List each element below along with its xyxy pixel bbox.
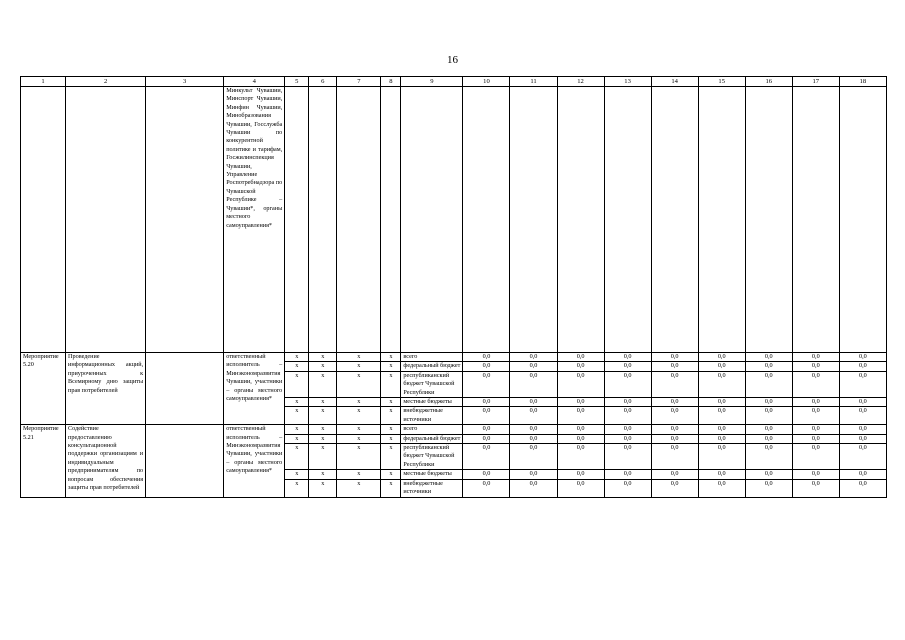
value-cell: 0,0 <box>510 362 557 371</box>
column-number: 14 <box>651 77 698 87</box>
value-cell: 0,0 <box>604 407 651 425</box>
code-cell: х <box>381 353 401 362</box>
code-cell: х <box>285 407 309 425</box>
value-cell: 0,0 <box>839 444 886 470</box>
event-name: Содействие предоставлению консультационной поддержки организациям и индивидуальным предпринимателям по вопросам обеспечения защиты прав потребителей <box>66 425 146 497</box>
program-table <box>20 76 887 498</box>
value-cell: 0,0 <box>557 371 604 397</box>
value-cell: 0,0 <box>839 479 886 497</box>
column-number: 2 <box>66 77 146 87</box>
column-number: 6 <box>309 77 337 87</box>
code-cell: х <box>285 425 309 434</box>
value-cell: 0,0 <box>745 362 792 371</box>
event-number: Мероприятие 5.20 <box>21 353 66 425</box>
page-number: 16 <box>447 54 458 66</box>
executors-cell: Минкульт Чувашии, Минспорт Чувашии, Минфин Чувашии, Минобразования Чувашии, Госслужба Чувашии по конкурентной политике и тарифам, Госжилинспекция Чувашии, Управление Роспотребнадзора по Чувашской Республике – Чувашии*, органы местного самоуправления* <box>224 87 285 353</box>
code-cell: х <box>309 425 337 434</box>
code-cell: х <box>309 407 337 425</box>
code-cell: х <box>381 479 401 497</box>
code-cell: х <box>337 470 381 479</box>
value-cell: 0,0 <box>792 434 839 443</box>
continuation-row <box>21 87 887 353</box>
event-executors: ответственный исполнитель – Минэкономразвития Чувашии, участники – органы местного самоуправления* <box>224 353 285 425</box>
empty-cell <box>604 87 651 353</box>
value-cell: 0,0 <box>557 362 604 371</box>
value-cell: 0,0 <box>745 479 792 497</box>
value-cell: 0,0 <box>839 470 886 479</box>
value-cell: 0,0 <box>463 470 510 479</box>
value-cell: 0,0 <box>463 353 510 362</box>
value-cell: 0,0 <box>698 362 745 371</box>
empty-cell <box>463 87 510 353</box>
value-cell: 0,0 <box>463 425 510 434</box>
value-cell: 0,0 <box>463 444 510 470</box>
empty-cell <box>337 87 381 353</box>
value-cell: 0,0 <box>698 425 745 434</box>
value-cell: 0,0 <box>745 444 792 470</box>
value-cell: 0,0 <box>792 398 839 407</box>
column-number: 8 <box>381 77 401 87</box>
value-cell: 0,0 <box>745 470 792 479</box>
funding-source: внебюджетные источники <box>401 407 463 425</box>
value-cell: 0,0 <box>651 398 698 407</box>
column-number: 9 <box>401 77 463 87</box>
code-cell: х <box>381 398 401 407</box>
code-cell: х <box>381 470 401 479</box>
value-cell: 0,0 <box>839 353 886 362</box>
value-cell: 0,0 <box>839 398 886 407</box>
empty-cell <box>146 87 224 353</box>
code-cell: х <box>337 371 381 397</box>
value-cell: 0,0 <box>792 479 839 497</box>
code-cell: х <box>337 434 381 443</box>
code-cell: х <box>309 434 337 443</box>
column-number: 15 <box>698 77 745 87</box>
column-number-row <box>21 77 887 87</box>
value-cell: 0,0 <box>604 434 651 443</box>
code-cell: х <box>337 479 381 497</box>
value-cell: 0,0 <box>745 371 792 397</box>
value-cell: 0,0 <box>651 362 698 371</box>
empty-cell <box>745 87 792 353</box>
funding-source: республиканский бюджет Чувашской Республики <box>401 371 463 397</box>
value-cell: 0,0 <box>557 407 604 425</box>
funding-source: всего <box>401 353 463 362</box>
value-cell: 0,0 <box>698 371 745 397</box>
value-cell: 0,0 <box>510 371 557 397</box>
value-cell: 0,0 <box>557 470 604 479</box>
value-cell: 0,0 <box>510 398 557 407</box>
value-cell: 0,0 <box>651 434 698 443</box>
funding-source: федеральный бюджет <box>401 362 463 371</box>
value-cell: 0,0 <box>698 470 745 479</box>
value-cell: 0,0 <box>463 398 510 407</box>
value-cell: 0,0 <box>651 444 698 470</box>
value-cell: 0,0 <box>698 407 745 425</box>
empty-cell <box>285 87 309 353</box>
empty-cell <box>839 87 886 353</box>
code-cell: х <box>381 362 401 371</box>
value-cell: 0,0 <box>792 470 839 479</box>
column-number: 1 <box>21 77 66 87</box>
value-cell: 0,0 <box>745 398 792 407</box>
value-cell: 0,0 <box>651 479 698 497</box>
column-number: 12 <box>557 77 604 87</box>
code-cell: х <box>381 444 401 470</box>
empty-cell <box>66 87 146 353</box>
value-cell: 0,0 <box>463 479 510 497</box>
column-number: 13 <box>604 77 651 87</box>
column-number: 10 <box>463 77 510 87</box>
code-cell: х <box>337 444 381 470</box>
value-cell: 0,0 <box>604 353 651 362</box>
value-cell: 0,0 <box>651 425 698 434</box>
empty-cell <box>510 87 557 353</box>
code-cell: х <box>381 425 401 434</box>
code-cell: х <box>337 425 381 434</box>
value-cell: 0,0 <box>510 425 557 434</box>
table-row <box>21 425 887 434</box>
empty-cell <box>309 87 337 353</box>
empty-cell <box>401 87 463 353</box>
code-cell: х <box>285 398 309 407</box>
value-cell: 0,0 <box>604 479 651 497</box>
value-cell: 0,0 <box>557 353 604 362</box>
empty-cell <box>557 87 604 353</box>
value-cell: 0,0 <box>839 371 886 397</box>
value-cell: 0,0 <box>510 444 557 470</box>
event-name: Проведение информационных акций, приуроченных к Всемирному дню защиты прав потребителей <box>66 353 146 425</box>
value-cell: 0,0 <box>604 444 651 470</box>
code-cell: х <box>309 362 337 371</box>
value-cell: 0,0 <box>510 407 557 425</box>
code-cell: х <box>285 479 309 497</box>
value-cell: 0,0 <box>745 407 792 425</box>
column-number: 11 <box>510 77 557 87</box>
code-cell: х <box>285 362 309 371</box>
value-cell: 0,0 <box>745 425 792 434</box>
value-cell: 0,0 <box>604 425 651 434</box>
empty-cell <box>792 87 839 353</box>
column-number: 7 <box>337 77 381 87</box>
empty-cell <box>651 87 698 353</box>
column-number: 17 <box>792 77 839 87</box>
code-cell: х <box>285 444 309 470</box>
value-cell: 0,0 <box>792 371 839 397</box>
code-cell: х <box>337 407 381 425</box>
value-cell: 0,0 <box>604 371 651 397</box>
empty-cell <box>21 87 66 353</box>
funding-source: внебюджетные источники <box>401 479 463 497</box>
value-cell: 0,0 <box>510 479 557 497</box>
value-cell: 0,0 <box>792 362 839 371</box>
value-cell: 0,0 <box>839 362 886 371</box>
value-cell: 0,0 <box>698 479 745 497</box>
value-cell: 0,0 <box>557 425 604 434</box>
value-cell: 0,0 <box>463 407 510 425</box>
code-cell: х <box>309 479 337 497</box>
code-cell: х <box>381 407 401 425</box>
value-cell: 0,0 <box>792 425 839 434</box>
column-number: 18 <box>839 77 886 87</box>
value-cell: 0,0 <box>463 371 510 397</box>
value-cell: 0,0 <box>557 479 604 497</box>
code-cell: х <box>285 470 309 479</box>
column-number: 3 <box>146 77 224 87</box>
code-cell: х <box>285 353 309 362</box>
value-cell: 0,0 <box>792 353 839 362</box>
column-number: 5 <box>285 77 309 87</box>
value-cell: 0,0 <box>745 434 792 443</box>
code-cell: х <box>285 434 309 443</box>
value-cell: 0,0 <box>745 353 792 362</box>
value-cell: 0,0 <box>557 398 604 407</box>
code-cell: х <box>381 371 401 397</box>
value-cell: 0,0 <box>698 398 745 407</box>
column-number: 16 <box>745 77 792 87</box>
value-cell: 0,0 <box>510 434 557 443</box>
empty-cell <box>698 87 745 353</box>
value-cell: 0,0 <box>698 434 745 443</box>
code-cell: х <box>309 398 337 407</box>
value-cell: 0,0 <box>651 470 698 479</box>
code-cell: х <box>337 362 381 371</box>
code-cell: х <box>309 353 337 362</box>
code-cell: х <box>285 371 309 397</box>
funding-source: местные бюджеты <box>401 398 463 407</box>
value-cell: 0,0 <box>510 353 557 362</box>
value-cell: 0,0 <box>698 353 745 362</box>
event-executors: ответственный исполнитель – Минэкономразвития Чувашии, участники – органы местного самоуправления* <box>224 425 285 497</box>
value-cell: 0,0 <box>604 470 651 479</box>
code-cell: х <box>309 444 337 470</box>
funding-source: республиканский бюджет Чувашской Республики <box>401 444 463 470</box>
value-cell: 0,0 <box>604 398 651 407</box>
code-cell: х <box>337 398 381 407</box>
value-cell: 0,0 <box>651 371 698 397</box>
value-cell: 0,0 <box>839 434 886 443</box>
funding-source: всего <box>401 425 463 434</box>
value-cell: 0,0 <box>839 425 886 434</box>
code-cell: х <box>309 470 337 479</box>
empty-cell <box>146 353 224 425</box>
code-cell: х <box>381 434 401 443</box>
value-cell: 0,0 <box>510 470 557 479</box>
value-cell: 0,0 <box>557 434 604 443</box>
value-cell: 0,0 <box>651 407 698 425</box>
empty-cell <box>381 87 401 353</box>
value-cell: 0,0 <box>651 353 698 362</box>
column-number: 4 <box>224 77 285 87</box>
table-row <box>21 353 887 362</box>
value-cell: 0,0 <box>792 444 839 470</box>
value-cell: 0,0 <box>557 444 604 470</box>
empty-cell <box>146 425 224 497</box>
event-number: Мероприятие 5.21 <box>21 425 66 497</box>
funding-source: местные бюджеты <box>401 470 463 479</box>
value-cell: 0,0 <box>463 434 510 443</box>
code-cell: х <box>309 371 337 397</box>
code-cell: х <box>337 353 381 362</box>
funding-source: федеральный бюджет <box>401 434 463 443</box>
value-cell: 0,0 <box>839 407 886 425</box>
value-cell: 0,0 <box>604 362 651 371</box>
value-cell: 0,0 <box>792 407 839 425</box>
value-cell: 0,0 <box>698 444 745 470</box>
value-cell: 0,0 <box>463 362 510 371</box>
